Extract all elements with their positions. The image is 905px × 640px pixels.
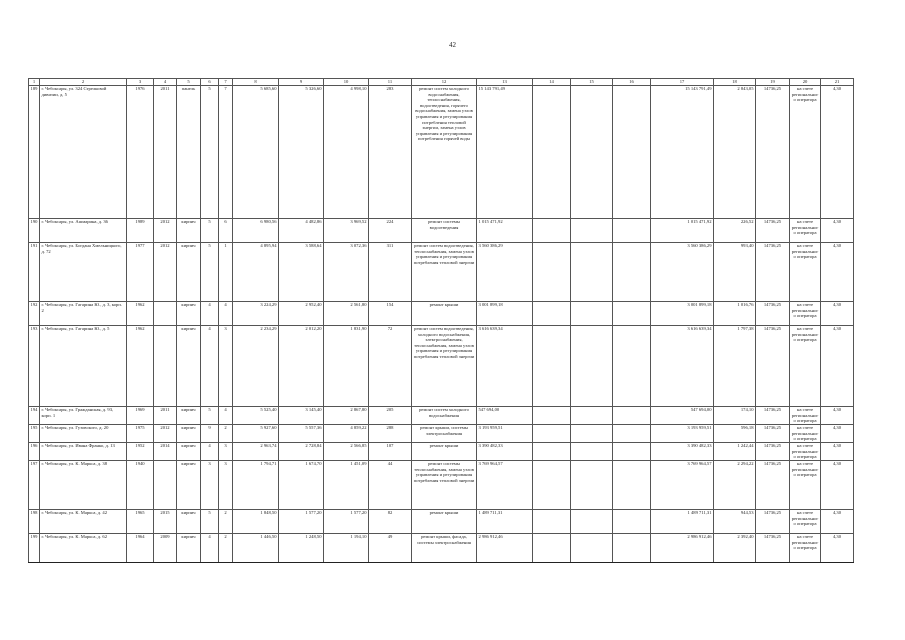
column-header: 1 (29, 79, 40, 86)
cell-c16 (613, 443, 651, 461)
cell-num: 192 (29, 302, 40, 326)
cell-area-res: 4 859,22 (324, 425, 369, 443)
cell-c14 (533, 243, 571, 302)
cell-manner: на счете регионального оператора (790, 425, 821, 443)
cell-entrances: 3 (219, 461, 233, 510)
column-header: 19 (756, 79, 790, 86)
column-header: 12 (412, 79, 477, 86)
column-header: 6 (201, 79, 219, 86)
cell-c14 (533, 302, 571, 326)
cell-cost-per-m: 226,52 (714, 219, 756, 243)
cell-floors: 5 (201, 86, 219, 219)
cell-area-living: 3 588,64 (279, 243, 324, 302)
cell-area-living: 1 577,20 (279, 510, 324, 534)
cell-cost-total: 3 560 386,29 (477, 243, 533, 302)
cell-floors: 5 (201, 219, 219, 243)
cell-manner: на счете регионального оператора (790, 510, 821, 534)
cell-cost-per-m: 1 016,76 (714, 302, 756, 326)
cell-area-total: 5 525,40 (233, 407, 279, 425)
column-header: 14 (533, 79, 571, 86)
cell-residents: 205 (369, 407, 412, 425)
cell-c15 (571, 219, 613, 243)
cell-address: г. Чебоксары, ул. Ашмарина, д. 36 (40, 219, 127, 243)
cell-c14 (533, 219, 571, 243)
cell-entrances: 7 (219, 86, 233, 219)
table-row (29, 510, 854, 534)
cell-material: кирпич (177, 302, 201, 326)
cell-year-repair (154, 326, 177, 407)
cell-c14 (533, 326, 571, 407)
page-number: 42 (449, 41, 456, 49)
cell-area-living: 2 012,20 (279, 326, 324, 407)
table-row (29, 302, 854, 326)
cell-year-repair: 2015 (154, 510, 177, 534)
column-header: 17 (651, 79, 714, 86)
cell-c16 (613, 461, 651, 510)
cell-year-repair: 2011 (154, 86, 177, 219)
cell-manner: на счете регионального оператора (790, 86, 821, 219)
cell-period: 4,30 (821, 302, 854, 326)
cell-area-total: 1 794,71 (233, 461, 279, 510)
cell-cost-funds: 1 489 711,31 (651, 510, 714, 534)
cell-manner: на счете регионального оператора (790, 407, 821, 425)
cell-cost-funds: 547 694,00 (651, 407, 714, 425)
table-row (29, 219, 854, 243)
cell-material: кирпич (177, 407, 201, 425)
cell-c16 (613, 302, 651, 326)
cell-cost-funds: 1 015 471,92 (651, 219, 714, 243)
cell-work: ремонт системы теплоснабжения, замена узлов управления и регулирования потребления тепловой энергии (412, 461, 477, 510)
cell-address: г. Чебоксары, ул. К. Маркса, д. 62 (40, 534, 127, 563)
cell-limit-cost: 14736,25 (756, 425, 790, 443)
cell-period: 4,30 (821, 534, 854, 563)
cell-cost-total: 2 986 912,46 (477, 534, 533, 563)
cell-year-repair: 2012 (154, 425, 177, 443)
cell-area-total: 6 980,56 (233, 219, 279, 243)
cell-period: 4,30 (821, 407, 854, 425)
column-header: 20 (790, 79, 821, 86)
cell-year-built: 1962 (127, 302, 154, 326)
cell-area-res: 2 867,80 (324, 407, 369, 425)
cell-c15 (571, 302, 613, 326)
cell-residents: 154 (369, 302, 412, 326)
column-header: 4 (154, 79, 177, 86)
column-header: 2 (40, 79, 127, 86)
cell-c15 (571, 407, 613, 425)
cell-area-res: 1 831,90 (324, 326, 369, 407)
cell-floors: 9 (201, 425, 219, 443)
cell-area-living: 2 728,84 (279, 443, 324, 461)
cell-cost-per-m: 1 797,38 (714, 326, 756, 407)
cell-num: 199 (29, 534, 40, 563)
cell-manner: на счете регионального оператора (790, 461, 821, 510)
cell-c15 (571, 510, 613, 534)
cell-cost-per-m: 2 392,40 (714, 534, 756, 563)
cell-area-living: 4 482,86 (279, 219, 324, 243)
cell-material: кирпич (177, 443, 201, 461)
cell-num: 196 (29, 443, 40, 461)
cell-area-total: 3 224,29 (233, 302, 279, 326)
cell-num: 197 (29, 461, 40, 510)
cell-floors: 4 (201, 443, 219, 461)
cell-cost-total: 547 694,00 (477, 407, 533, 425)
cell-cost-total: 15 143 791,49 (477, 86, 533, 219)
cell-cost-funds: 3 390 482,33 (651, 443, 714, 461)
cell-residents: 311 (369, 243, 412, 302)
table-row (29, 461, 854, 510)
cell-address: г. Чебоксары, ул. К. Маркса, д. 38 (40, 461, 127, 510)
cell-c14 (533, 407, 571, 425)
cell-c14 (533, 461, 571, 510)
cell-work: ремонт крыши (412, 443, 477, 461)
cell-num: 189 (29, 86, 40, 219)
cell-floors: 4 (201, 534, 219, 563)
cell-material: кирпич (177, 326, 201, 407)
cell-material: кирпич (177, 425, 201, 443)
cell-cost-total: 1 489 711,31 (477, 510, 533, 534)
cell-area-total: 2 234,29 (233, 326, 279, 407)
cell-area-total: 5 927,60 (233, 425, 279, 443)
cell-period: 4,30 (821, 326, 854, 407)
cell-year-repair: 2009 (154, 534, 177, 563)
cell-period: 4,30 (821, 510, 854, 534)
cell-area-total: 1 446,50 (233, 534, 279, 563)
cell-work: ремонт крыши (412, 510, 477, 534)
cell-residents: 82 (369, 510, 412, 534)
column-header: 11 (369, 79, 412, 86)
cell-entrances: 1 (219, 243, 233, 302)
cell-area-total: 4 895,94 (233, 243, 279, 302)
cell-cost-funds: 3 193 959,51 (651, 425, 714, 443)
cell-year-built: 1964 (127, 534, 154, 563)
cell-c16 (613, 534, 651, 563)
cell-year-repair: 2012 (154, 219, 177, 243)
cell-material: кирпич (177, 510, 201, 534)
cell-area-res: 2 561,80 (324, 302, 369, 326)
cell-year-built: 1962 (127, 326, 154, 407)
cell-c15 (571, 443, 613, 461)
cell-c16 (613, 425, 651, 443)
cell-limit-cost: 14736,25 (756, 243, 790, 302)
table-row (29, 243, 854, 302)
cell-cost-funds: 3 769 964,57 (651, 461, 714, 510)
cell-c14 (533, 425, 571, 443)
cell-cost-total: 3 193 959,51 (477, 425, 533, 443)
cell-material: кирпич (177, 219, 201, 243)
cell-c15 (571, 243, 613, 302)
cell-c14 (533, 86, 571, 219)
cell-cost-per-m: 993,40 (714, 243, 756, 302)
cell-c16 (613, 510, 651, 534)
cell-period: 4,30 (821, 425, 854, 443)
column-header: 16 (613, 79, 651, 86)
cell-cost-per-m: 2 294,22 (714, 461, 756, 510)
cell-address: г. Чебоксары, ул. Гагарина Ю., д. 3, корп. 2 (40, 302, 127, 326)
column-header: 18 (714, 79, 756, 86)
cell-year-repair: 2012 (154, 243, 177, 302)
cell-address: г. Чебоксары, ул. Ивана Франко, д. 13 (40, 443, 127, 461)
column-header: 3 (127, 79, 154, 86)
cell-limit-cost: 14736,25 (756, 534, 790, 563)
cell-area-res: 1 577,20 (324, 510, 369, 534)
cell-year-built: 1975 (127, 425, 154, 443)
cell-manner: на счете регионального оператора (790, 534, 821, 563)
cell-limit-cost: 14736,25 (756, 407, 790, 425)
cell-limit-cost: 14736,25 (756, 86, 790, 219)
cell-year-built: 1940 (127, 461, 154, 510)
cell-address: г. Чебоксары, ул. Богдана Хмельницкого, д. 72 (40, 243, 127, 302)
cell-year-built: 1989 (127, 219, 154, 243)
cell-cost-per-m: 2 843,05 (714, 86, 756, 219)
cell-c14 (533, 534, 571, 563)
column-header: 21 (821, 79, 854, 86)
cell-residents: 49 (369, 534, 412, 563)
cell-limit-cost: 14736,25 (756, 461, 790, 510)
cell-area-res: 3 969,52 (324, 219, 369, 243)
cell-address: г. Чебоксары, ул. 324 Стрелковой дивизии, д. 5 (40, 86, 127, 219)
table-row (29, 86, 854, 219)
cell-entrances: 2 (219, 510, 233, 534)
cell-material: кирпич (177, 243, 201, 302)
cell-area-living: 2 952,40 (279, 302, 324, 326)
cell-floors: 3 (201, 461, 219, 510)
cell-cost-funds: 15 143 791,49 (651, 86, 714, 219)
column-header: 9 (279, 79, 324, 86)
cell-period: 4,30 (821, 443, 854, 461)
table-row (29, 425, 854, 443)
cell-work: ремонт систем водоотведения, холодного водоснабжения, электроснабжения, теплоснабжения, замена узлов управления и регулирования потребления тепловой энергии (412, 326, 477, 407)
cell-residents: 107 (369, 443, 412, 461)
cell-c16 (613, 407, 651, 425)
cell-num: 198 (29, 510, 40, 534)
cell-c15 (571, 425, 613, 443)
cell-area-total: 2 963,74 (233, 443, 279, 461)
cell-cost-funds: 3 001 899,18 (651, 302, 714, 326)
cell-num: 190 (29, 219, 40, 243)
cell-cost-funds: 2 986 912,46 (651, 534, 714, 563)
cell-year-repair (154, 461, 177, 510)
cell-area-total: 1 848,50 (233, 510, 279, 534)
cell-cost-total: 1 015 471,92 (477, 219, 533, 243)
cell-entrances: 4 (219, 407, 233, 425)
cell-period: 4,30 (821, 243, 854, 302)
cell-num: 193 (29, 326, 40, 407)
cell-work: ремонт систем водоотведения, теплоснабжения, замена узлов управления и регулирования потребления тепловой энергии (412, 243, 477, 302)
cell-address: г. Чебоксары, ул. Гузовского, д. 20 (40, 425, 127, 443)
table-row (29, 534, 854, 563)
cell-c15 (571, 326, 613, 407)
cell-cost-total: 3 769 964,57 (477, 461, 533, 510)
cell-manner: на счете регионального оператора (790, 219, 821, 243)
cell-year-repair: 2011 (154, 407, 177, 425)
table-row (29, 407, 854, 425)
cell-num: 195 (29, 425, 40, 443)
cell-material: панель (177, 86, 201, 219)
cell-year-built: 1969 (127, 407, 154, 425)
cell-floors: 5 (201, 407, 219, 425)
cell-c16 (613, 86, 651, 219)
cell-work: ремонт систем холодного водоснабжения (412, 407, 477, 425)
cell-work: ремонт систем холодного водоснабжения, теплоснабжения, водоотведения, горячего водоснабжения, замена узлов управления и регулирования потребления тепловой энергии, замена узлов управления и регулирования потребления горячей воды (412, 86, 477, 219)
cell-year-repair: 2014 (154, 443, 177, 461)
cell-c15 (571, 461, 613, 510)
cell-address: г. Чебоксары, ул. К. Маркса, д. 42 (40, 510, 127, 534)
cell-work: ремонт крыши (412, 302, 477, 326)
cell-period: 4,30 (821, 86, 854, 219)
cell-cost-per-m: 174,10 (714, 407, 756, 425)
column-header: 5 (177, 79, 201, 86)
cell-cost-total: 3 390 482,33 (477, 443, 533, 461)
cell-residents: 44 (369, 461, 412, 510)
cell-work: ремонт крыши, системы электроснабжения (412, 425, 477, 443)
cell-c15 (571, 86, 613, 219)
cell-cost-total: 3 616 639,34 (477, 326, 533, 407)
cell-entrances: 2 (219, 425, 233, 443)
column-header: 15 (571, 79, 613, 86)
cell-c16 (613, 326, 651, 407)
cell-material: кирпич (177, 461, 201, 510)
cell-year-built: 1977 (127, 243, 154, 302)
column-header: 7 (219, 79, 233, 86)
cell-area-living: 5 326,60 (279, 86, 324, 219)
column-header: 8 (233, 79, 279, 86)
cell-entrances: 2 (219, 534, 233, 563)
cell-area-res: 1 451,09 (324, 461, 369, 510)
cell-area-living: 1 674,70 (279, 461, 324, 510)
cell-cost-per-m: 1 242,44 (714, 443, 756, 461)
cell-area-res: 1 194,10 (324, 534, 369, 563)
cell-year-built: 1952 (127, 443, 154, 461)
cell-area-living: 3 145,40 (279, 407, 324, 425)
cell-c16 (613, 243, 651, 302)
cell-limit-cost: 14736,25 (756, 219, 790, 243)
column-header: 10 (324, 79, 369, 86)
cell-area-res: 4 998,10 (324, 86, 369, 219)
cell-area-res: 2 566,85 (324, 443, 369, 461)
cell-address: г. Чебоксары, ул. Гагарина Ю., д. 5 (40, 326, 127, 407)
cell-work: ремонт системы водоотведения (412, 219, 477, 243)
cell-entrances: 6 (219, 219, 233, 243)
cell-c14 (533, 510, 571, 534)
cell-period: 4,30 (821, 219, 854, 243)
repair-program-table (28, 78, 854, 563)
cell-year-built: 1965 (127, 510, 154, 534)
table-row (29, 443, 854, 461)
cell-manner: на счете регионального оператора (790, 326, 821, 407)
cell-area-living: 1 248,50 (279, 534, 324, 563)
cell-manner: на счете регионального оператора (790, 443, 821, 461)
cell-area-res: 3 072,36 (324, 243, 369, 302)
cell-limit-cost: 14736,25 (756, 443, 790, 461)
cell-cost-per-m: 596,18 (714, 425, 756, 443)
cell-c16 (613, 219, 651, 243)
cell-floors: 5 (201, 510, 219, 534)
table-row (29, 326, 854, 407)
cell-limit-cost: 14736,25 (756, 326, 790, 407)
cell-area-living: 5 557,36 (279, 425, 324, 443)
cell-manner: на счете регионального оператора (790, 243, 821, 302)
cell-year-built: 1976 (127, 86, 154, 219)
cell-floors: 4 (201, 326, 219, 407)
cell-c14 (533, 443, 571, 461)
cell-residents: 283 (369, 86, 412, 219)
cell-area-total: 5 685,60 (233, 86, 279, 219)
cell-limit-cost: 14736,25 (756, 302, 790, 326)
cell-work: ремонт крыши, фасада, системы электроснабжения (412, 534, 477, 563)
cell-num: 194 (29, 407, 40, 425)
cell-floors: 5 (201, 243, 219, 302)
cell-cost-funds: 3 560 386,29 (651, 243, 714, 302)
cell-num: 191 (29, 243, 40, 302)
cell-address: г. Чебоксары, ул. Гражданская, д. 93, корп. 1 (40, 407, 127, 425)
cell-period: 4,30 (821, 461, 854, 510)
cell-residents: 288 (369, 425, 412, 443)
cell-floors: 4 (201, 302, 219, 326)
cell-cost-total: 3 001 899,18 (477, 302, 533, 326)
cell-cost-funds: 3 616 639,34 (651, 326, 714, 407)
cell-entrances: 3 (219, 326, 233, 407)
cell-entrances: 3 (219, 443, 233, 461)
cell-residents: 72 (369, 326, 412, 407)
cell-c15 (571, 534, 613, 563)
cell-limit-cost: 14736,25 (756, 510, 790, 534)
cell-manner: на счете регионального оператора (790, 302, 821, 326)
cell-entrances: 4 (219, 302, 233, 326)
cell-material: кирпич (177, 534, 201, 563)
cell-cost-per-m: 944,53 (714, 510, 756, 534)
column-number-row (29, 79, 854, 86)
cell-year-repair (154, 302, 177, 326)
column-header: 13 (477, 79, 533, 86)
cell-residents: 224 (369, 219, 412, 243)
